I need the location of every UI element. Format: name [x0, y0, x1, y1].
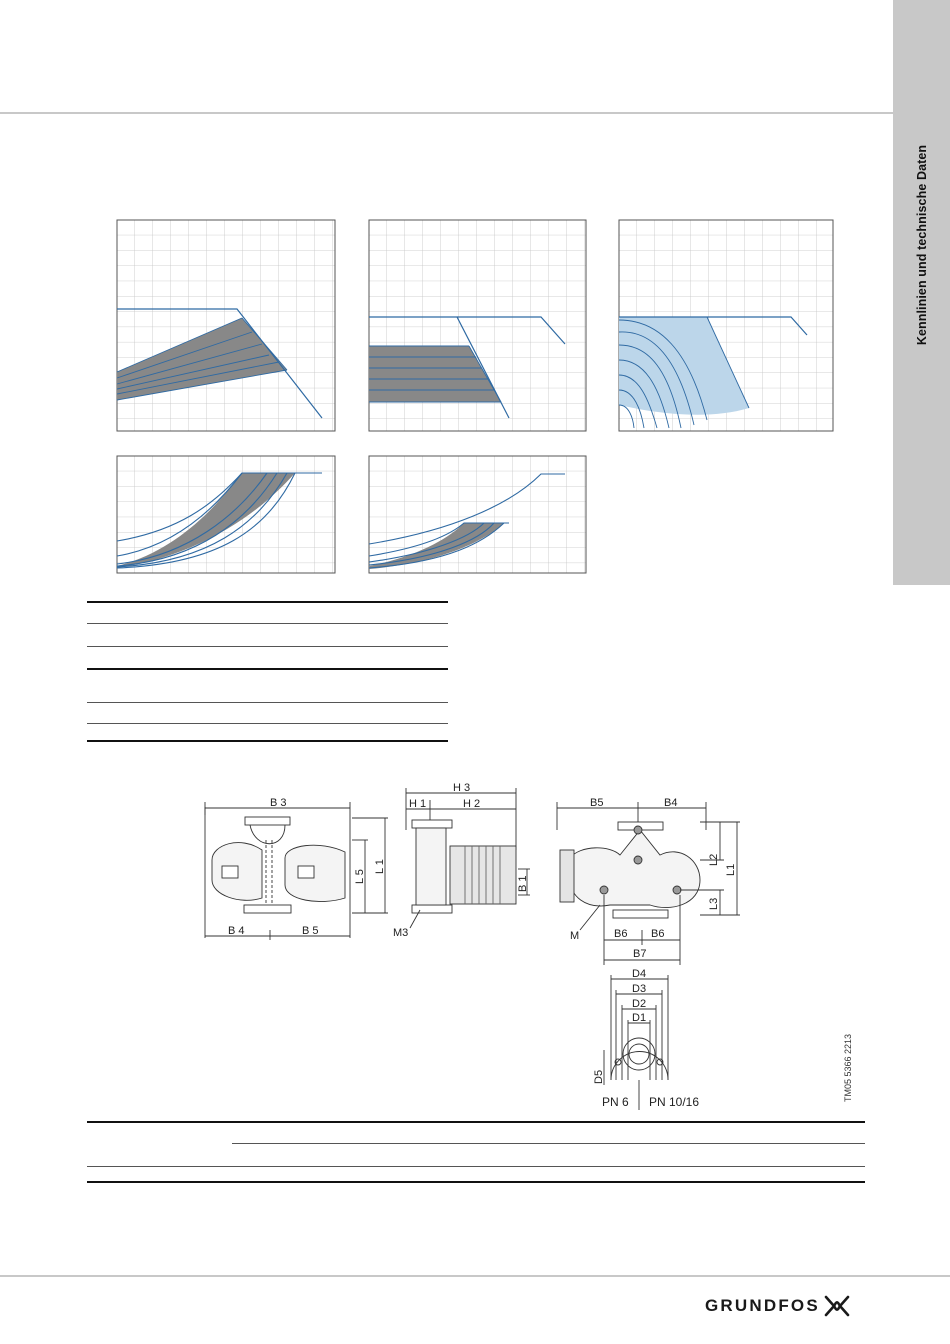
dim-b3-label: B 3: [270, 797, 287, 809]
chart-2: [369, 220, 586, 431]
dim-h2-label: H 2: [463, 798, 481, 810]
dim-l3-label: L3: [708, 897, 720, 910]
drawing-code: TM05 5366 2213: [843, 1033, 853, 1103]
grundfos-logo: [705, 1292, 850, 1320]
curve-charts: [0, 0, 893, 590]
side-tab-label: Kennlinien und technische Daten: [914, 144, 929, 346]
table-1-rule: [87, 646, 448, 647]
dim-m-label: M: [570, 930, 580, 942]
dim-d5-label: D5: [593, 1069, 605, 1084]
dimension-drawings: [0, 770, 893, 1110]
dim-l1-label: L 1: [374, 859, 386, 874]
dim-b5-rear-label: B5: [590, 797, 604, 809]
grundfos-x-icon: [824, 1295, 850, 1317]
table-1-rule: [87, 723, 448, 724]
dim-l1-rear-label: L1: [725, 863, 737, 876]
table-2-rule: [87, 1166, 865, 1167]
dim-d4-label: D4: [632, 968, 647, 980]
dim-b4-label: B 4: [228, 925, 245, 937]
table-2-rule: [232, 1143, 865, 1144]
dim-h3-label: H 3: [453, 782, 471, 794]
dim-b6a-label: B6: [614, 928, 628, 940]
side-tab: [893, 0, 950, 585]
pn-left-label: PN 6: [602, 1095, 629, 1109]
chart-1: [117, 220, 335, 431]
brand-name: GRUNDFOS: [705, 1296, 820, 1315]
table-2-rule-bottom: [87, 1181, 865, 1183]
table-1-rule: [87, 623, 448, 624]
dim-l5-label: L 5: [354, 869, 366, 884]
table-1-rule-bottom: [87, 740, 448, 742]
table-1-rule: [87, 668, 448, 670]
dim-d1-label: D1: [632, 1012, 647, 1024]
pn-right-label: PN 10/16: [649, 1095, 700, 1109]
dim-b7-label: B7: [633, 948, 647, 960]
dim-d2-label: D2: [632, 998, 647, 1010]
dim-l2-label: L2: [708, 853, 720, 866]
dim-b5-label: B 5: [302, 925, 319, 937]
chart-5: [369, 456, 586, 573]
table-2-rule-top: [87, 1121, 865, 1123]
chart-3: [619, 220, 833, 431]
table-1-rule-top: [87, 601, 448, 603]
dim-b6b-label: B6: [651, 928, 665, 940]
dim-h1-label: H 1: [409, 798, 427, 810]
dim-b4-rear-label: B4: [664, 797, 678, 809]
dim-d3-label: D3: [632, 983, 647, 995]
dim-m3-label: M3: [393, 927, 409, 939]
dim-b1-label: B 1: [517, 875, 529, 892]
table-1-rule: [87, 702, 448, 703]
footer-rule: [0, 1275, 950, 1277]
chart-4: [117, 456, 335, 573]
